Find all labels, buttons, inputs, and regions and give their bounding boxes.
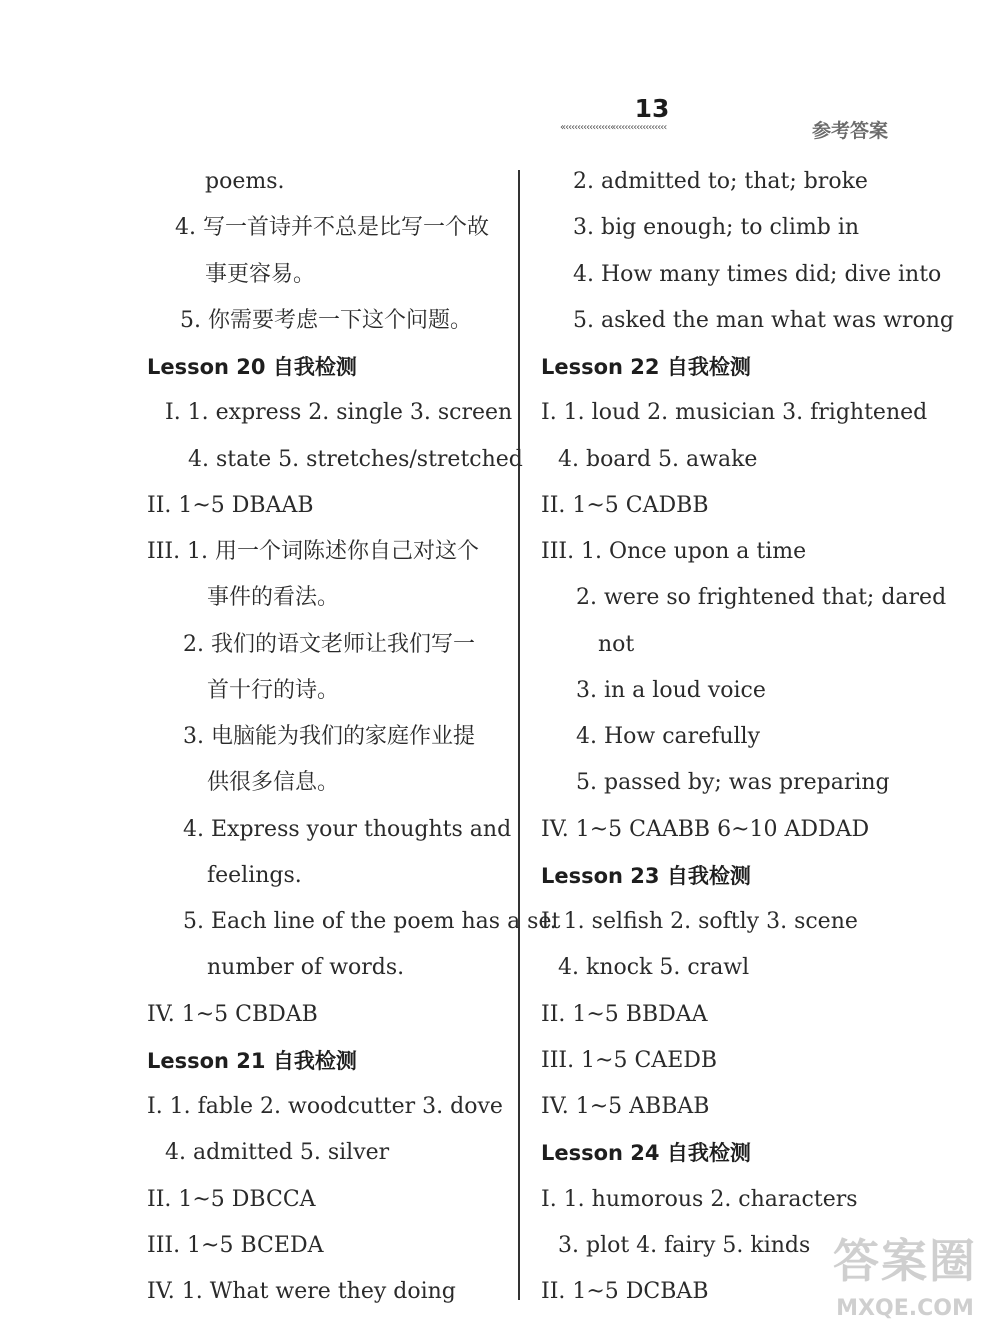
answer-line: 3. in a loud voice — [576, 678, 766, 703]
answer-line: 3. big enough; to climb in — [573, 215, 860, 240]
answer-line: II. 1~5 DCBAB — [541, 1279, 709, 1304]
answer-line: II. 1~5 CADBB — [541, 493, 709, 518]
answer-line: 5. 你需要考虑一下这个问题。 — [180, 308, 472, 333]
lesson-heading: Lesson 20 自我检测 — [147, 355, 357, 379]
answer-line: number of words. — [207, 955, 405, 980]
header-ornament: «‹‹‹‹‹‹‹‹‹‹‹‹‹‹‹«‹‹‹‹‹‹‹‹‹‹‹‹‹‹‹‹‹ — [560, 122, 667, 133]
answer-line: III. 1~5 CAEDB — [541, 1048, 718, 1073]
answer-line: 5. passed by; was preparing — [576, 770, 890, 795]
answer-line: II. 1~5 DBCCA — [147, 1187, 316, 1212]
answer-line: III. 1. Once upon a time — [541, 539, 807, 564]
answer-line: II. 1~5 BBDAA — [541, 1002, 708, 1027]
answer-line: 4. board 5. awake — [558, 447, 758, 472]
answer-line: 4. How carefully — [576, 724, 761, 749]
lesson-heading: Lesson 24 自我检测 — [541, 1141, 751, 1165]
lesson-heading: Lesson 22 自我检测 — [541, 355, 751, 379]
answer-line: I. 1. humorous 2. characters — [541, 1187, 858, 1212]
answer-line: 2. 我们的语文老师让我们写一 — [183, 632, 475, 657]
answer-line: poems. — [205, 169, 285, 194]
answer-line: I. 1. selfish 2. softly 3. scene — [541, 909, 858, 934]
answer-line: 2. were so frightened that; dared — [576, 585, 947, 610]
answer-line: 5. Each line of the poem has a set — [183, 909, 561, 934]
answer-line: 首十行的诗。 — [207, 678, 340, 703]
answer-line: III. 1. 用一个词陈述你自己对这个 — [147, 539, 480, 564]
answer-line: I. 1. express 2. single 3. screen — [165, 400, 513, 425]
answer-line: 事更容易。 — [205, 262, 316, 287]
page-number: 13 — [634, 94, 670, 123]
section-label: 参考答案 — [812, 120, 889, 142]
answer-line: 4. knock 5. crawl — [558, 955, 750, 980]
answer-line: 事件的看法。 — [207, 585, 340, 610]
column-divider — [518, 170, 520, 1300]
answer-line: 3. plot 4. fairy 5. kinds — [558, 1233, 811, 1258]
answer-line: I. 1. fable 2. woodcutter 3. dove — [147, 1094, 503, 1119]
lesson-heading: Lesson 23 自我检测 — [541, 864, 751, 888]
answer-line: 4. Express your thoughts and — [183, 817, 512, 842]
answer-line: 4. state 5. stretches/stretched — [188, 447, 523, 472]
answer-line: IV. 1~5 CBDAB — [147, 1002, 318, 1027]
answer-line: III. 1~5 BCEDA — [147, 1233, 324, 1258]
answer-line: 4. 写一首诗并不总是比写一个故 — [175, 215, 489, 240]
answer-line: feelings. — [207, 863, 302, 888]
answer-line: 3. 电脑能为我们的家庭作业提 — [183, 724, 475, 749]
lesson-heading: Lesson 21 自我检测 — [147, 1049, 357, 1073]
watermark-url: MXQE.COM — [836, 1296, 974, 1321]
answer-line: IV. 1~5 CAABB 6~10 ADDAD — [541, 817, 870, 842]
answer-line: 供很多信息。 — [207, 770, 340, 795]
answer-line: I. 1. loud 2. musician 3. frightened — [541, 400, 928, 425]
answer-line: 5. asked the man what was wrong — [573, 308, 955, 333]
answer-line: 4. How many times did; dive into — [573, 262, 942, 287]
answer-line: II. 1~5 DBAAB — [147, 493, 314, 518]
answer-line: IV. 1~5 ABBAB — [541, 1094, 710, 1119]
answer-line: not — [598, 632, 635, 657]
answer-line: 4. admitted 5. silver — [165, 1140, 390, 1165]
watermark — [820, 1226, 990, 1338]
answer-line: IV. 1. What were they doing — [147, 1279, 456, 1304]
answer-line: 2. admitted to; that; broke — [573, 169, 868, 194]
watermark-logo: 答案圈 — [833, 1234, 977, 1288]
